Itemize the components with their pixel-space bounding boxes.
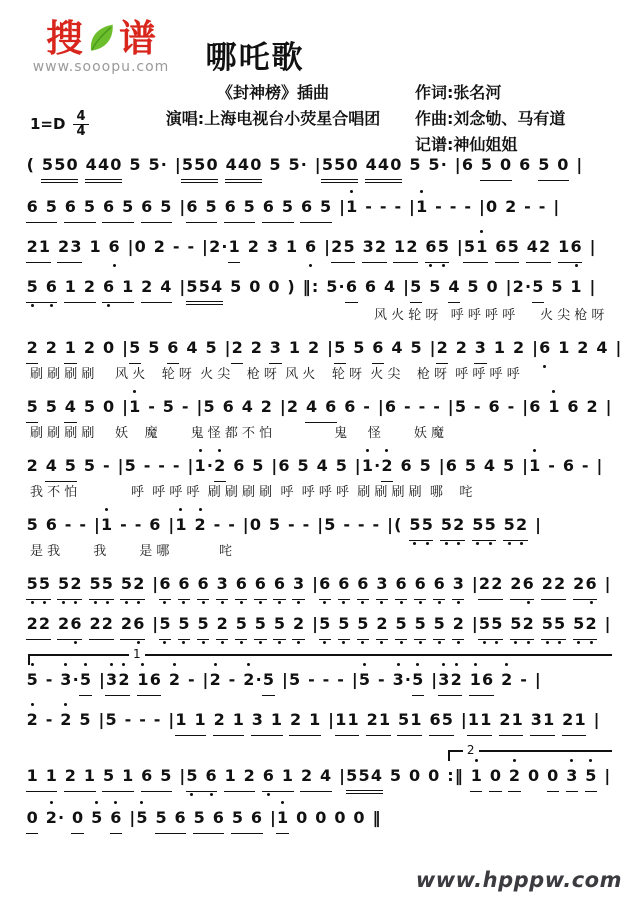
- score-line: [26, 274, 612, 324]
- composer-credit: 作曲:刘念劬、马有道: [415, 109, 566, 128]
- logo-char-sou: 搜: [46, 17, 83, 60]
- score-line: [26, 571, 612, 600]
- song-title: 哪吒歌: [205, 40, 305, 76]
- score-header: [0, 0, 638, 154]
- notes-row: 22 26 22 26 |5 5 5 2 5 5 5 2 |5 5 5 2 5 5 5 2 |55 52 55 52 |: [26, 611, 612, 640]
- notes-row: 2 4 5 5 - |5 - - - |1·2 6 5 |6 5 4 5 |1·2 6 5 |6 5 4 5 |1 - 6 - |: [26, 453, 612, 482]
- key-label: 1=D: [30, 115, 66, 134]
- lyrics-row: 我 不 怕 呼 呼 呼 呼 刷 刷 刷 刷 呼 呼 呼 呼 刷 刷 刷 刷 哪 咤: [30, 485, 473, 500]
- score-line: [26, 394, 612, 442]
- lyrics-row: 刷 刷 刷 刷 风 火 轮 呀 火 尖 枪 呀 风 火 轮 呀 火 尖 枪 呀 呼 呼 呼 呼: [30, 367, 520, 382]
- notes-row: 5 5 4 5 0 |1 - 5 - |5 6 4 2 |2 4 6 6 - |6 - - - |5 - 6 - |6 1 6 2 |: [26, 394, 612, 423]
- notes-row: 6 5 6 5 6 5 6 5 |6 5 6 5 6 5 6 5 |1 - - - |1 - - - |0 2 - - |: [26, 194, 612, 223]
- key-signature: [30, 110, 89, 138]
- logo-char-pu: 谱: [119, 17, 156, 60]
- volta-bracket: [28, 647, 612, 665]
- notes-row: 0 2· 0 5 6 |5 5 6 5 6 5 6 |1 0 0 0 0 ‖: [26, 805, 612, 834]
- subtitle: 《封神榜》插曲: [216, 83, 329, 102]
- notes-row: 1 1 2 1 5 1 6 5 |5 6 1 2 6 1 2 4 |554 5 0 0 :‖ 1 0 2 0 0 3 5 |: [26, 763, 612, 794]
- time-signature: $\frac{4}{4}$: [73, 110, 88, 138]
- notes-row: 55 52 55 52 |6 6 6 3 6 6 6 3 |6 6 6 3 6 6 6 3 |22 26 22 26 |: [26, 571, 612, 600]
- score-line: [26, 611, 612, 640]
- leaf-icon: [83, 21, 119, 57]
- performer-credit: 演唱:上海电视台小荧星合唱团: [165, 109, 381, 128]
- score-line: [26, 194, 612, 223]
- notes-row: 5 6 1 2 6 1 2 4 |554 5 0 0 ) ‖: 5·6 6 4 |5 5 4 5 0 |2·5 5 1 |: [26, 274, 612, 305]
- score-line: [26, 234, 612, 263]
- footer-site-url: www.hpppw.com: [415, 868, 622, 892]
- score-line: [26, 453, 612, 501]
- notes-row: 5 - 3·5 |32 16 2 - |2 - 2·5 |5 - - - |5 - 3·5 |32 16 2 - |: [26, 667, 612, 696]
- notation-credit: 记谱:神仙姐姐: [415, 135, 518, 154]
- score-line: [26, 152, 612, 183]
- score-line: [26, 805, 612, 834]
- score-line: [26, 743, 612, 794]
- notes-row: ( 550 440 5 5· |550 440 5 5· |550 440 5 5· |6 5 0 6 5 0 |: [26, 152, 612, 183]
- lyricist-credit: 作词:张名河: [415, 83, 502, 102]
- notes-row: 2 2 1 2 0 |5 5 6 4 5 |2 2 3 1 2 |5 5 6 4 5 |2 2 3 1 2 |6 1 2 4 |: [26, 335, 612, 364]
- credits-right: [415, 80, 565, 158]
- lyrics-row: 刷 刷 刷 刷 妖 魔 鬼 怪 都 不 怕 鬼 怪 妖 魔: [30, 426, 445, 441]
- score-line: [26, 707, 612, 736]
- credits-left: [128, 80, 418, 132]
- notes-row: 2 - 2 5 |5 - - - |1 1 2 1 3 1 2 1 |11 21 51 65 |11 21 31 21 |: [26, 707, 612, 736]
- volta-label: 1: [129, 647, 145, 661]
- lyrics-row: 风 火 轮 呀 呼 呼 呼 呼 火 尖 枪 呀: [374, 308, 605, 323]
- lyrics-row: 是 我 我 是 哪 咤: [30, 544, 232, 559]
- logo-site-url: www.sooopu.com: [32, 59, 170, 75]
- notes-row: 5 6 - - |1 - - 6 |1 2 - - |0 5 - - |5 - - - |( 55 52 55 52 |: [26, 512, 612, 541]
- score-line: [26, 647, 612, 696]
- score-line: [26, 512, 612, 560]
- volta-bracket: [448, 743, 612, 761]
- score-body: [0, 150, 638, 834]
- notes-row: 21 23 1 6 |0 2 - - |2·1 2 3 1 6 |25 32 12 65 |51 65 42 16 |: [26, 234, 612, 263]
- volta-label: 2: [463, 743, 479, 757]
- score-line: [26, 335, 622, 383]
